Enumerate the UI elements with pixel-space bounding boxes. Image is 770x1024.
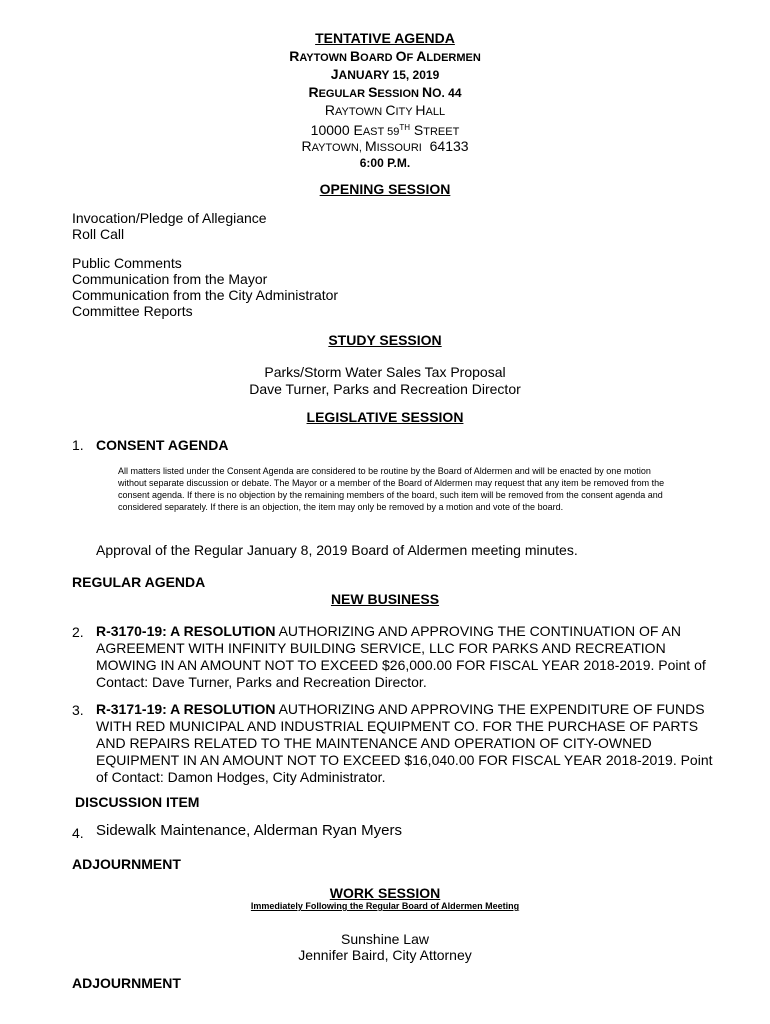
item-number: 2. (72, 624, 84, 640)
session-number: REGULAR SESSION NO. 44 (308, 84, 462, 100)
work-session-subheading: Immediately Following the Regular Board of Aldermen Meeting (250, 901, 520, 911)
consent-item: Approval of the Regular January 8, 2019 Board of Aldermen meeting minutes. (96, 542, 578, 558)
resolution-id: R-3171-19: A RESOLUTION (96, 701, 276, 717)
adjournment-heading: ADJOURNMENT (72, 975, 181, 991)
regular-agenda-heading: REGULAR AGENDA (72, 574, 206, 590)
work-session-heading: WORK SESSION (329, 885, 441, 901)
discussion-heading: DISCUSSION ITEM (75, 794, 200, 810)
item-number: 1. (72, 437, 84, 453)
opening-item: Communication from the City Administrator (72, 287, 339, 303)
resolution-text: AUTHORIZING AND APPROVING THE EXPENDITURE OF FUNDS WITH RED MUNICIPAL AND INDUSTRIAL EQUIPMENT CO. FOR THE PURCHASE OF PARTS AND REPAIRS RELATED TO THE MAINTENANCE AND OPERATION OF CITY-OWNED EQUIPMENT IN AN AMOUNT NOT TO EXCEED $16,040.00 FOR FISCAL YEAR 2018-2019. Point of Contact: Damon Hodges, City Administrator. (96, 701, 713, 785)
opening-session-heading: OPENING SESSION (319, 181, 451, 197)
street-address: 10000 EAST 59TH STREET (310, 122, 460, 138)
city-state-zip: RAYTOWN, MISSOURI 64133 (301, 138, 469, 154)
new-business-heading: NEW BUSINESS (330, 591, 440, 607)
opening-item: Invocation/Pledge of Allegiance (72, 210, 267, 226)
work-presenter: Jennifer Baird, City Attorney (298, 947, 472, 963)
meeting-date: JANUARY 15, 2019 (330, 66, 440, 82)
adjournment-heading: ADJOURNMENT (72, 856, 181, 872)
board-name: RAYTOWN BOARD OF ALDERMEN (289, 48, 481, 64)
resolution-text: AUTHORIZING AND APPROVING THE CONTINUATION OF AN AGREEMENT WITH INFINITY BUILDING SERVICE, LLC FOR PARKS AND RECREATION MOWING IN AN AMOUNT NOT TO EXCEED $26,000.00 FOR FISCAL YEAR 2018-2019. Point of Contact: Dave Turner, Parks and Recreation Director. (96, 623, 706, 690)
meeting-time: 6:00 P.M. (359, 156, 411, 170)
opening-item: Public Comments (72, 255, 182, 271)
discussion-item: Sidewalk Maintenance, Alderman Ryan Myers (96, 822, 402, 839)
resolution-item (96, 701, 721, 786)
study-topic: Parks/Storm Water Sales Tax Proposal (264, 364, 506, 380)
study-presenter: Dave Turner, Parks and Recreation Director (249, 381, 521, 397)
resolution-item (96, 623, 721, 691)
opening-item: Roll Call (72, 226, 125, 242)
legislative-session-heading: LEGISLATIVE SESSION (306, 409, 464, 425)
item-number: 4. (72, 825, 84, 841)
study-session-heading: STUDY SESSION (328, 332, 442, 348)
work-topic: Sunshine Law (341, 931, 429, 947)
item-number: 3. (72, 702, 84, 718)
meeting-location: RAYTOWN CITY HALL (324, 102, 446, 118)
document-title: TENTATIVE AGENDA (315, 30, 455, 46)
opening-item: Communication from the Mayor (72, 271, 268, 287)
consent-agenda-note: All matters listed under the Consent Agenda are considered to be routine by the Board of Aldermen and will be enacted by one motion without separate discussion or debate. The Mayor or a member of the Board of Aldermen may request that any item be removed from the consent agenda. If there is no objection by the remaining members of the board, such item will be removed from the consent agenda and considered separately. If there is an objection, the item may only be removed by a motion and vote of the board. (118, 466, 665, 512)
opening-item: Committee Reports (72, 303, 193, 319)
consent-agenda-title: CONSENT AGENDA (96, 437, 229, 453)
resolution-id: R-3170-19: A RESOLUTION (96, 623, 276, 639)
